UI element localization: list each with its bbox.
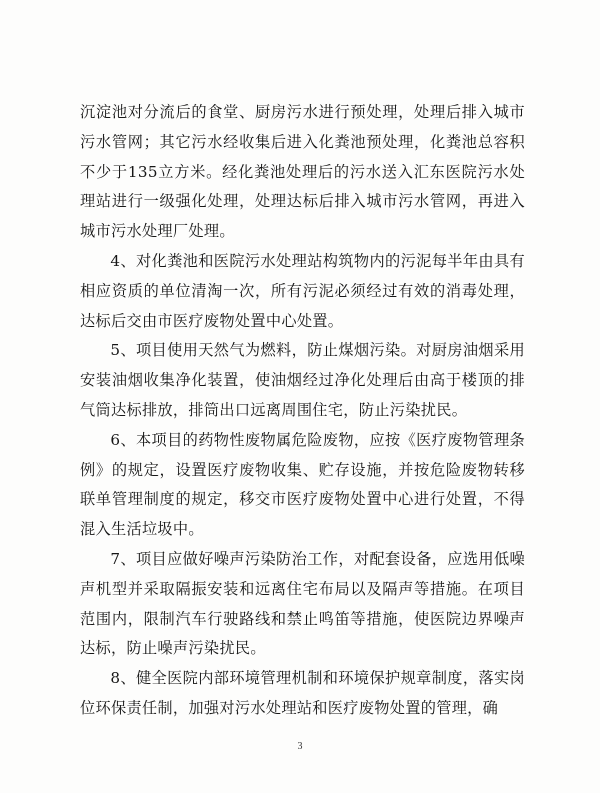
paragraph-item-7: 7、项目应做好噪声污染防治工作，对配套设备，应选用低噪声机型并采取隔振安装和远离住宅布局以及隔声等措施。在项目范围内，限制汽车行驶路线和禁止鸣笛等措施，使医院边界噪声达标，防止噪声污染扰民。 (80, 549, 525, 658)
page-number: 3 (297, 741, 303, 752)
paragraph-item-6: 6、本项目的药物性废物属危险废物，应按《医疗废物管理条例》的规定，设置医疗废物收集、贮存设施，并按危险废物转移联单管理制度的规定，移交市医疗废物处置中心进行处置，不得混入生活垃圾中。 (80, 430, 525, 539)
body-text (80, 98, 525, 724)
paragraph-item-4: 4、对化粪池和医院污水处理站构筑物内的污泥每半年由具有相应资质的单位清淘一次，所有污泥必须经过有效的消毒处理，达标后交由市医疗废物处置中心处置。 (80, 251, 525, 330)
paragraph-item-8: 8、健全医院内部环境管理机制和环境保护规章制度，落实岗位环保责任制，加强对污水处理站和医疗废物处置的管理，确 (80, 669, 525, 717)
paragraph-item-5: 5、项目使用天然气为燃料，防止煤烟污染。对厨房油烟采用安装油烟收集净化装置，使油烟经过净化处理后由高于楼顶的排气筒达标排放，排筒出口远离周围住宅，防止污染扰民。 (80, 341, 525, 419)
paragraph-continued: 沉淀池对分流后的食堂、厨房污水进行预处理，处理后排入城市污水管网；其它污水经收集后进入化粪池预处理，化粪池总容积不少于135立方米。经化粪池处理后的污水送入汇东医院污水处理站进行一级强化处理，处理达标后排入城市污水管网，再进入城市污水处理厂处理。 (80, 103, 525, 241)
